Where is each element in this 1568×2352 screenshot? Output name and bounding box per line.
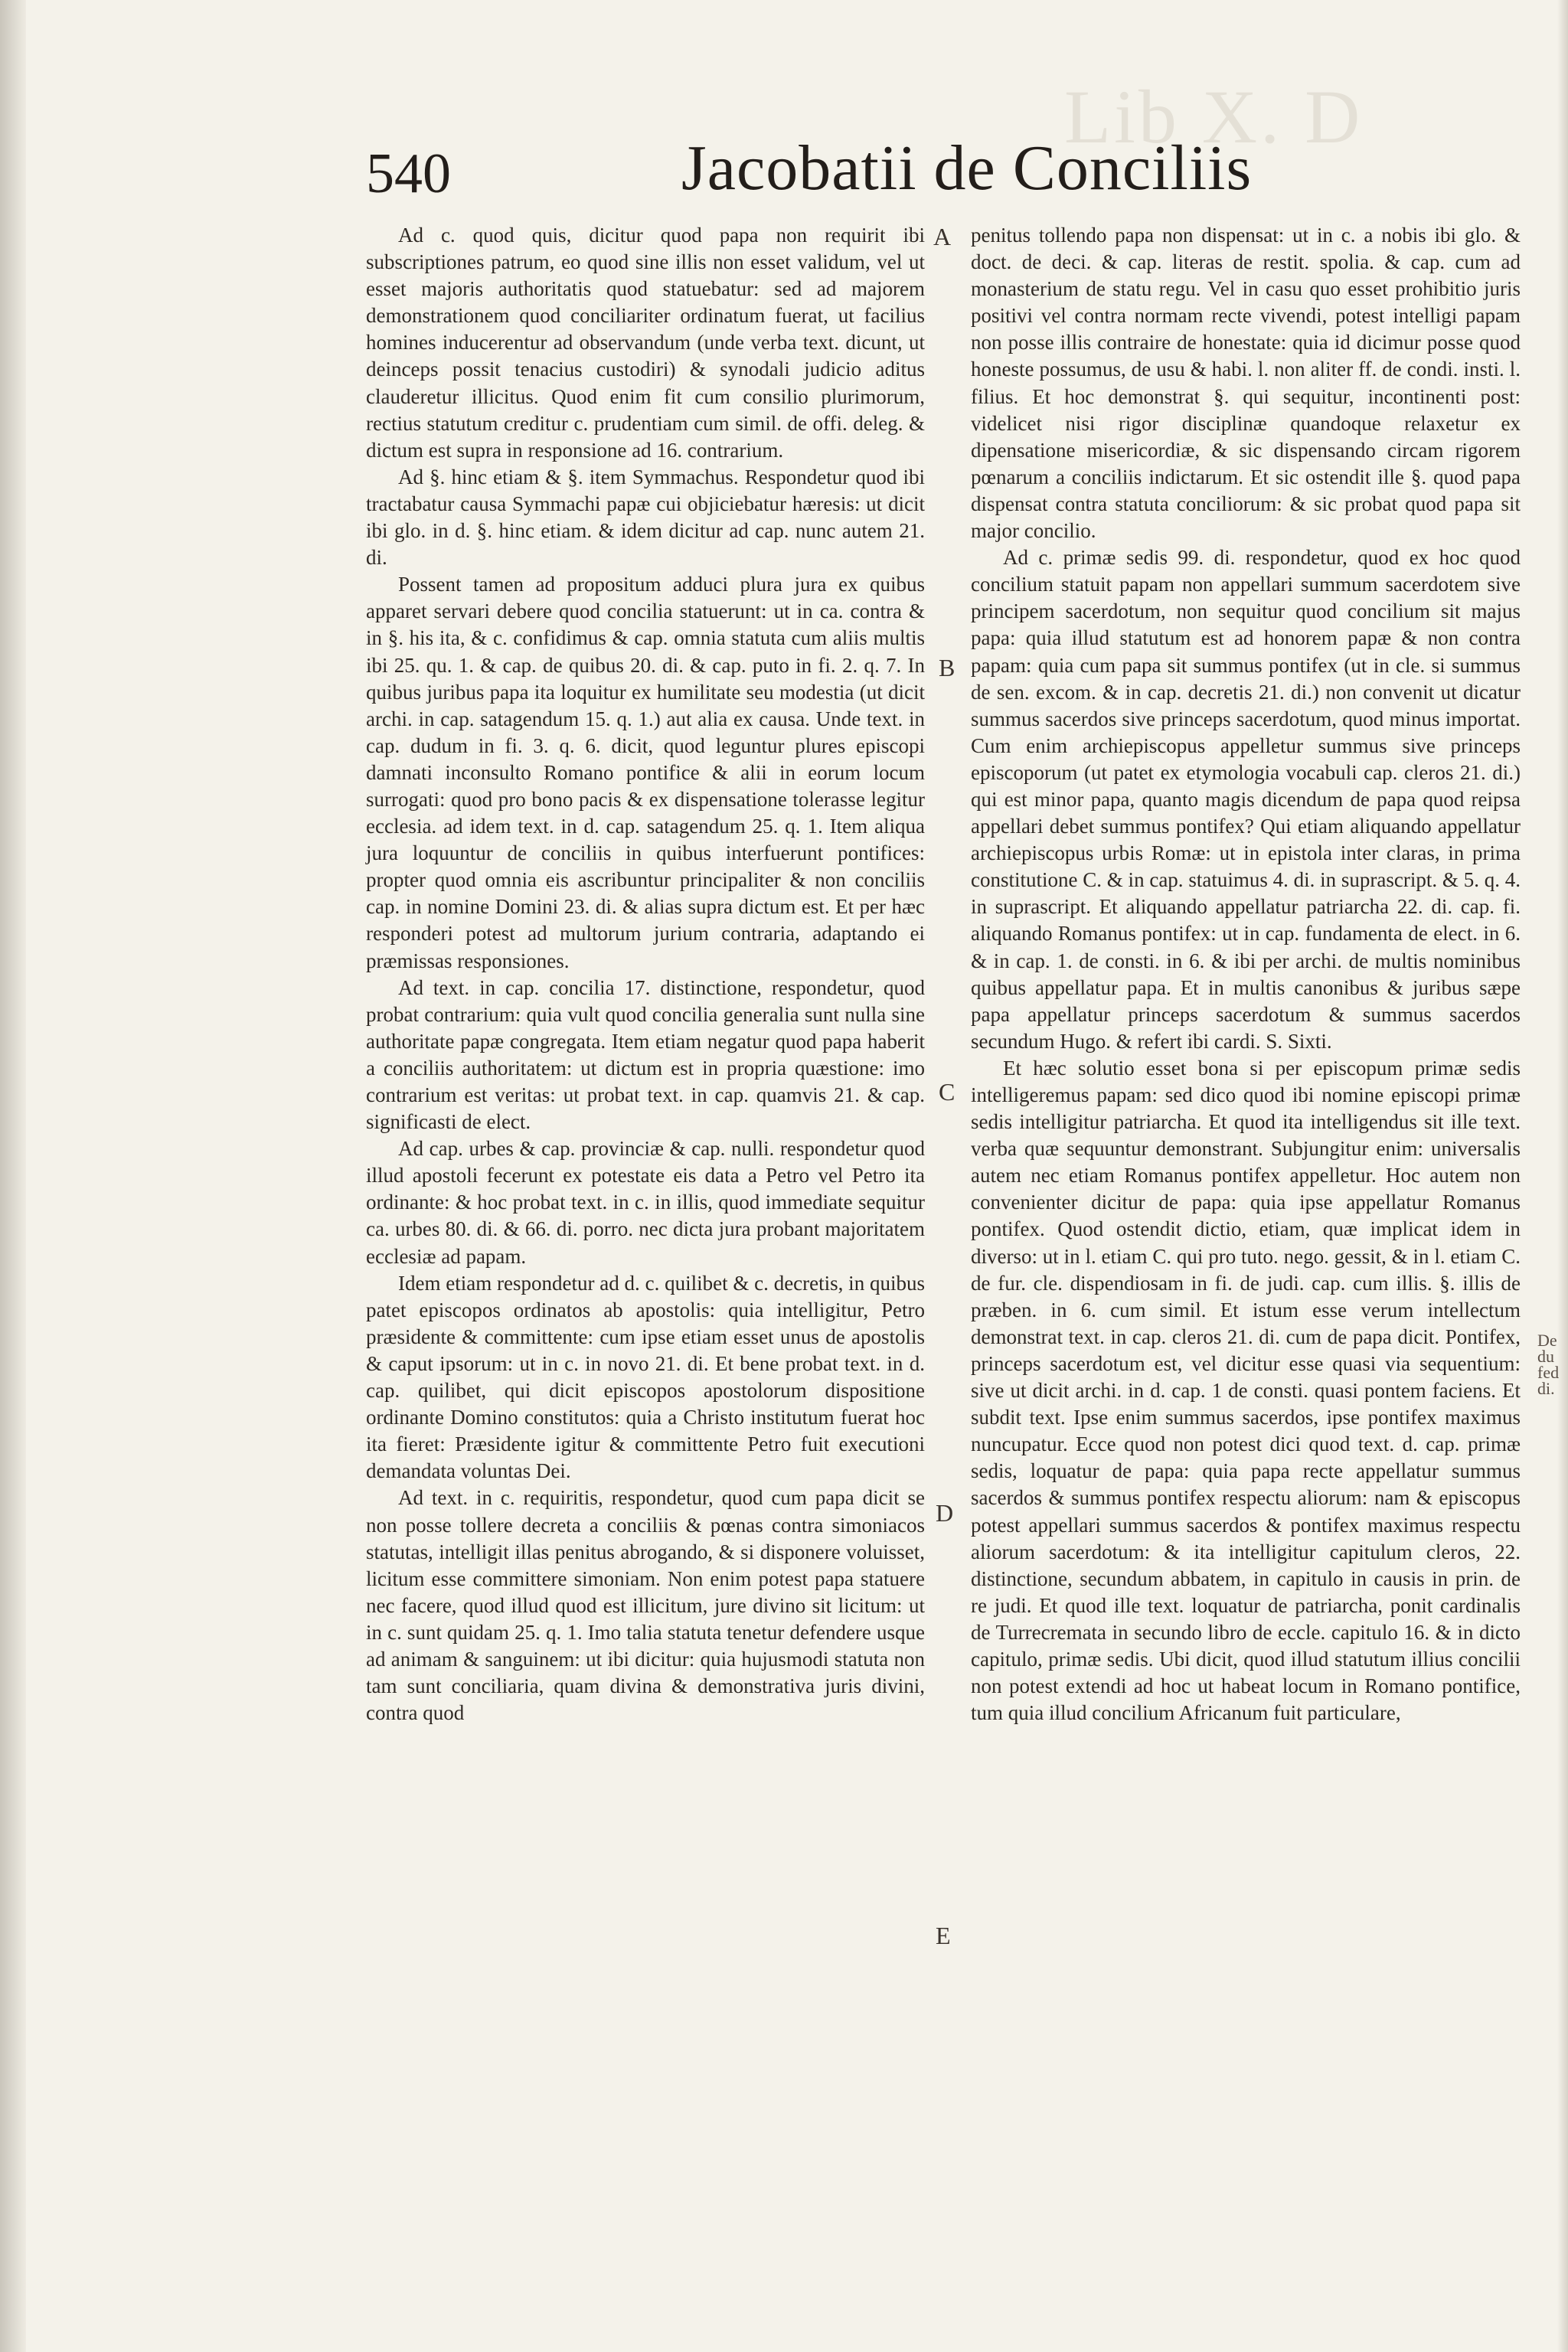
paragraph: Ad cap. urbes & cap. provinciæ & cap. nulli. respondetur quod illud apostoli fecerunt ex potestate eis data a Petro vel Petro ita ordinante: & hoc probat text. in c. in illis, quod immediate sequitur ca. urbes 80. di. & 66. di. porro. nec dicta jura probant majoritatem ecclesiæ ad papam. <box>366 1137 925 1268</box>
page-number: 540 <box>366 142 451 205</box>
section-marker-c: C <box>939 1078 956 1106</box>
paragraph: Possent tamen ad propositum adduci plura jura ex quibus apparet servari debere quod concilia statuerunt: ut in ca. contra & in §. his ita, & c. confidimus & cap. omnia statuta cum aliis multis ibi 25. qu. 1. & cap. de quibus 20. di. & cap. puto in fi. 2. q. 7. In quibus juribus papa ita loquitur ex humilitate seu modestia (ut dicit archi. in cap. satagendum 15. q. 1.) aut alia ex causa. Unde text. in cap. dudum in fi. 3. q. 6. dicit, quod leguntur plures episcopi damnati inconsulto Romano pontifice & alii in eorum locum surrogati: quod pro bono pacis & ex dispensatione tolerasse legitur ecclesia. ad idem text. in d. cap. satagendum 25. q. 1. Item aliqua jura loquuntur de conciliis in quibus interfuerunt pontifices: propter quod omnia eis ascribuntur principaliter & non conciliis cap. in nomine Domini 23. di. & alias supra dictum est. Et per hæc responderi potest ad multorum jurium contraria, adaptando ei præmissas responsiones. <box>366 573 925 972</box>
binding-gutter-left <box>0 0 26 2352</box>
paragraph: Et hæc solutio esset bona si per episcopum primæ sedis intelligeremus papam: sed dico quod ibi nomine episcopi primæ sedis intelligitur patriarcha. Et quod ita intelligendus sit ille text. verba quæ sequuntur demonstrant. Subjungitur enim: universalis autem nec etiam Romanus pontifex appelletur. Hoc autem non convenienter dicitur de papa: quia ipse appellatur Romanus pontifex. Quod ostendit dictio, etiam, quæ implicat idem in diverso: ut in l. etiam C. qui pro tuto. nego. gessit, & in l. etiam C. de fur. cle. dispendiosam in fi. de judi. cap. cum illis. §. illis de præben. in 6. cum simil. Et istum esse verum intellectum demonstrat text. in cap. cleros 21. di. cum de papa dicit. Pontifex, princeps sacerdotum est, vel dicitur esse quasi via sequentium: sive ut dicit archi. in d. cap. 1 de consti. quasi pontem faciens. Et subdit text. Ipse enim summus sacerdos, ipse pontifex maximus nuncupatur. Ecce quod non potest dici quod text. d. cap. primæ sedis, loquatur de papa: quia papa recte appellatur summus sacerdos & summus pontifex respectu aliorum: nam & episcopus potest appellari summus sacerdos & pontifex maximus respectu aliorum sacerdotum: & ita intelligitur capitulum cleros, 22. distinctione, secundum abbatem, in capitulo in causis in prin. de re judi. Et quod ille text. loquatur de patriarcha, ponit cardinalis de Turrecremata in secundo libro de eccle. capitulo 16. & in dicto capitulo, primæ sedis. Ubi dicit, quod illud statutum illius concilii non potest extendi ad hoc ut habeat locum in Romano pontifice, tum quia illud concilium Africanum fuit particulare, <box>971 1056 1521 1725</box>
paragraph: Ad text. in c. requiritis, respondetur, quod cum papa dicit se non posse tollere decreta a conciliis & pœnas contra simoniacos statutas, intelligit illas penitus abrogando, & si disponere voluisset, licitum esse committere simoniam. Non enim potest papa statuere nec facere, quod illud quod est illicitum, jure divino sit licitum: ut in c. sunt quidam 25. q. 1. Imo talia statuta tenetur defendere usque ad animam & sanguinem: ut ibi dicitur: quia hujusmodi statuta non tam sunt conciliaria, quam divina & demonstrativa juris divini, contra quod <box>366 1486 925 1725</box>
section-marker-a: A <box>933 223 952 250</box>
paragraph: Ad text. in cap. concilia 17. distinctione, respondetur, quod probat contrarium: quia vult quod concilia generalia sunt nulla sine authoritate papæ congregata. Item etiam negatur quod papa haberit a conciliis authoritatem: ut dictum est in propria quæstione: imo contrarium est veritas: ut probat text. in cap. quamvis 21. & cap. significasti de elect. <box>366 975 925 1134</box>
paragraph: Idem etiam respondetur ad d. c. quilibet & c. decretis, in quibus patet episcopos ordinatos ab apostolis: quia intelligitur, Petro præsidente & committente: cum ipse etiam esset unus de apostolis & caput ipsorum: ut in c. in novo 21. di. Et bene probat text. in d. cap. quilibet, qui dicit episcopos apostolorum dispositione ordinante Domino constitutos: quia a Christo institutum fuerat hoc ita fieret: Præsidente igitur & committente Petro fuit executioni demandata voluntas Dei. <box>366 1271 925 1483</box>
paragraph: Ad c. primæ sedis 99. di. respondetur, quod ex hoc quod concilium statuit papam non appellari summum sacerdotem sive principem sacerdotum, non sequitur quod concilium sit majus papa: quia illud statutum est ad honorem papæ & non contra papam: quia cum papa sit summus pontifex (ut in cle. si summus de sen. excom. & in cap. decretis 21. di.) non convenit ut dicatur summus sacerdos sive princeps sacerdotum, quod minus importat. Cum enim archiepiscopus appelletur summus sive princeps episcoporum (ut patet ex etymologia vocabuli cap. cleros 21. di.) qui est minor papa, quanto magis dicendum de papa quod reipsa appellari debet summus pontifex? Qui etiam aliquando appellatur archiepiscopus urbis Romæ: ut in epistola inter claras, in prima constitutione C. & in cap. statuimus 4. di. in suprascript. & 5. q. 4. in suprascript. Et aliquando appellatur patriarcha 22. di. cap. fi. aliquando Romanus pontifex: ut in cap. fundamenta de elect. in 6. & in cap. 1. de consti. in 6. & ibi per archi. de multis nominibus quibus appellatur papa. Et in multis canonibus & juribus sæpe papa appellatur princeps sacerdotum & summus sacerdos secundum Hugo. & refert ibi cardi. S. Sixti. <box>971 546 1521 1053</box>
section-marker-e: E <box>936 1922 951 1949</box>
section-marker-b: B <box>939 654 956 681</box>
left-text-column <box>366 222 925 1726</box>
bleed-through-text: Lib X. D <box>1064 74 1364 159</box>
running-head: Jacobatii de Conciliis <box>681 132 1253 204</box>
paragraph: penitus tollendo papa non dispensat: ut in c. a nobis ibi glo. & doct. de deci. & cap. literas de restit. spolia. & cap. cum ad monasterium de statu regu. Vel in casu quo esset prohibitio juris positivi vel contra normam recte vivendi, potest intelligi papam non posse illis contraire de honestate: quia id dicimur posse quod honeste possumus, de usu & habi. l. non aliter ff. de condi. insti. l. filius. Et hoc demonstrat §. qui sequitur, incontinenti post: videlicet nisi rigor disciplinæ quandoque relaxetur ex dipensatione misericordiæ, & sic dispensando circam rigorem pœnarum a conciliis indictarum. Et sic ostendit ille §. quod papa dispensat contra statuta conciliorum: & sic probat quod papa sit major concilio. <box>971 224 1521 543</box>
section-marker-d: D <box>936 1499 954 1527</box>
page-edge-right <box>1557 0 1568 2352</box>
paragraph: Ad §. hinc etiam & §. item Symmachus. Respondetur quod ibi tractabatur causa Symmachi papæ cui objiciebatur hæresis: ut dicit ibi glo. in d. §. hinc etiam. & idem dicitur ad cap. nunc autem 21. di. <box>366 465 925 570</box>
margin-note: De du fed di. <box>1537 1331 1560 1398</box>
paragraph: Ad c. quod quis, dicitur quod papa non requirit ibi subscriptiones patrum, eo quod sine illis non esset validum, vel ut esset majoris authoritatis quod statuebatur: sed ad majorem demonstrationem quod conciliariter ordinatum fuerat, ut facilius homines inducerentur ad observandum (unde verba text. dicunt, ut deinceps possit tenacius custodiri) & synodali judicio aditus clauderetur illicitus. Quod enim fit cum consilio plurimorum, rectius statutum creditur c. prudentiam cum simil. de offi. deleg. & dictum est supra in responsione ad 16. contrarium. <box>366 224 925 462</box>
right-text-column <box>971 222 1521 1726</box>
